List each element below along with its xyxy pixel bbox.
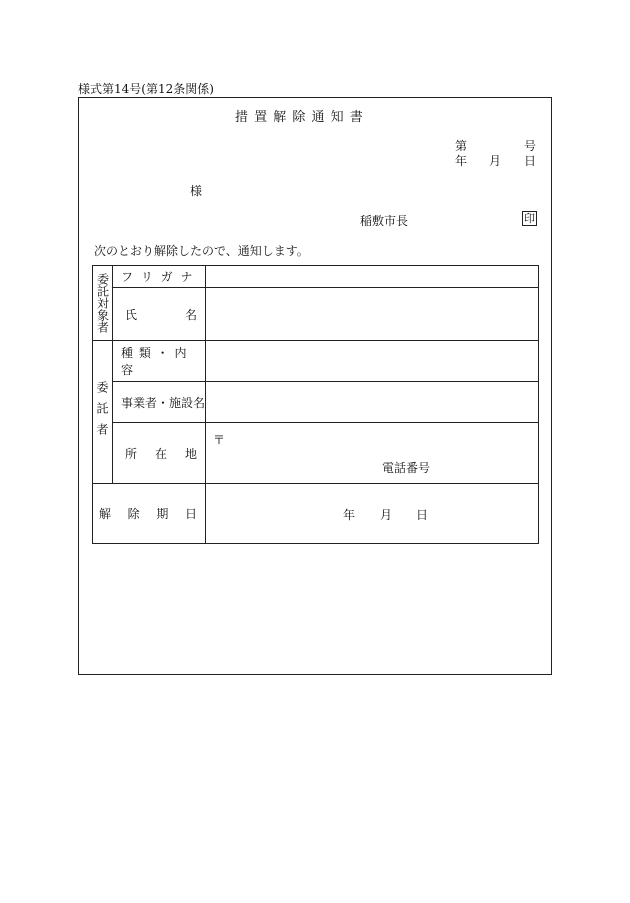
location-label-2: 在 (154, 446, 167, 461)
date-year: 年 (455, 154, 468, 168)
name-label-cell (113, 288, 206, 341)
number-go: 号 (524, 139, 537, 153)
release-year: 年 (343, 508, 356, 522)
release-label-cell (93, 484, 206, 544)
phone-label: 電話番号 (382, 461, 431, 475)
type-label: 種 類 ・ 内 容 (121, 346, 188, 377)
furigana-label: フ リ ガ ナ (121, 270, 195, 284)
section-target-cell (93, 266, 113, 341)
section-consignor-cell (93, 341, 113, 484)
location-label-3: 地 (184, 446, 197, 461)
business-value[interactable] (206, 382, 539, 423)
name-value[interactable] (206, 288, 539, 341)
issuer-name: 稲敷市長 (360, 214, 409, 228)
number-dai: 第 (455, 139, 468, 153)
release-date-value[interactable] (206, 484, 539, 544)
furigana-value[interactable] (206, 266, 539, 288)
date-day: 日 (524, 154, 537, 168)
seal-mark: 印 (524, 212, 535, 225)
location-label-1: 所 (125, 446, 138, 461)
business-label-cell (113, 382, 206, 423)
name-label-1: 氏 (125, 307, 138, 322)
release-day: 日 (416, 508, 429, 522)
release-label-1: 解 (99, 507, 112, 521)
postal-mark: 〒 (213, 433, 226, 447)
release-label-4: 日 (184, 507, 197, 521)
section-target-label: 委託対象者 (95, 273, 110, 333)
location-value[interactable] (206, 423, 539, 484)
release-label-3: 期 (156, 507, 169, 521)
type-value[interactable] (206, 341, 539, 382)
date-month: 月 (489, 154, 502, 168)
type-label-cell (113, 341, 206, 382)
furigana-label-cell (113, 266, 206, 288)
location-label-cell (113, 423, 206, 484)
form-table (92, 265, 539, 544)
name-label-2: 名 (184, 307, 197, 322)
release-label-2: 除 (127, 507, 140, 521)
intro-text: 次のとおり解除したので、通知します。 (94, 244, 309, 258)
release-month: 月 (380, 508, 393, 522)
document-title: 措 置 解 除 通 知 書 (235, 110, 364, 125)
addressee-suffix: 様 (190, 184, 203, 198)
form-label: 様式第14号(第12条関係) (78, 82, 214, 96)
section-consignor-label: 委託者 (95, 380, 109, 444)
business-label: 事業者・施設名 (121, 395, 206, 410)
